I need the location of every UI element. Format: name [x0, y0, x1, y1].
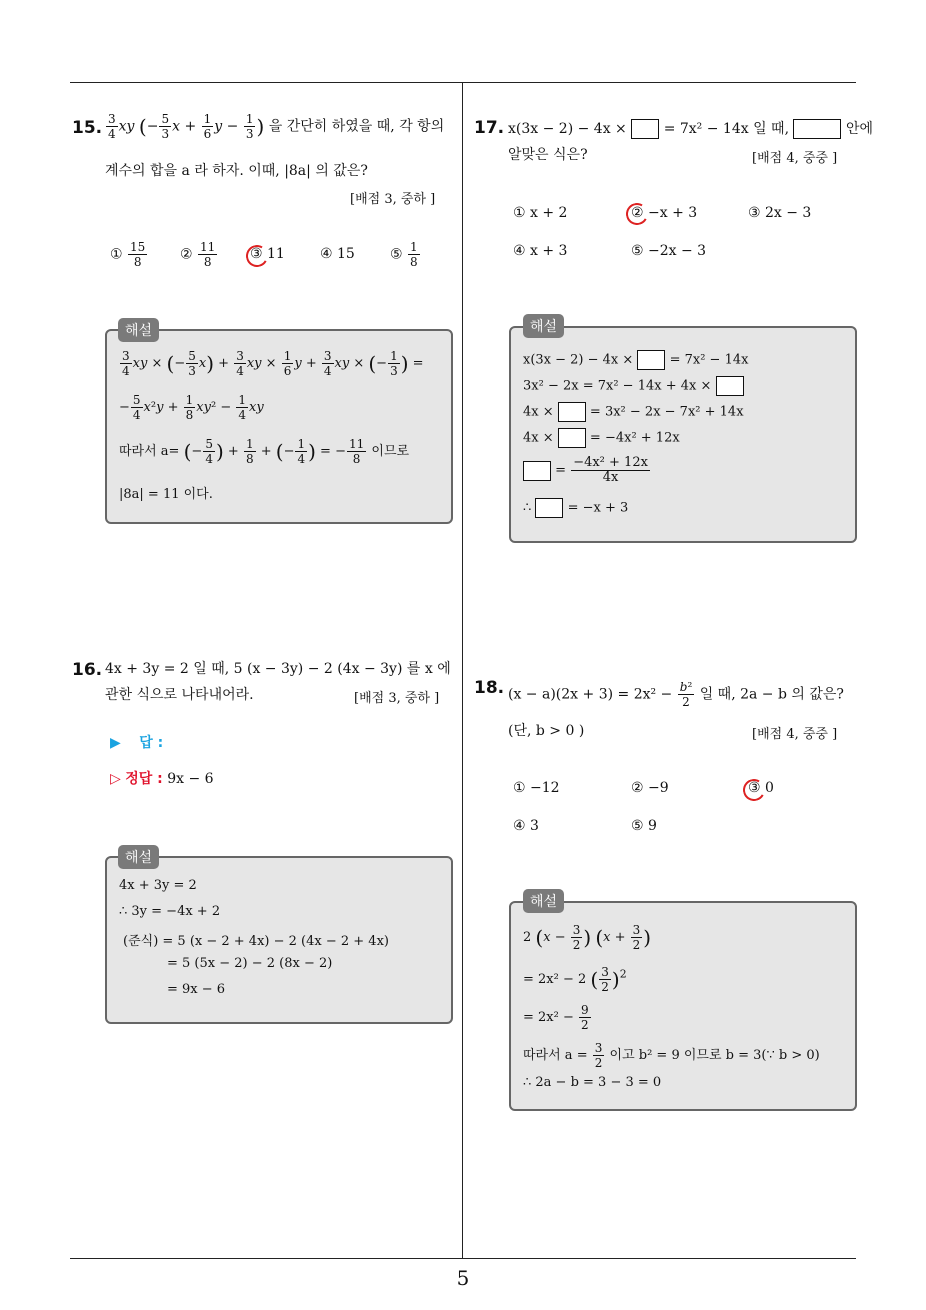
solution-line: 4x × = 3x² − 2x − 7x² + 14x [523, 402, 744, 422]
choice-2[interactable]: ② −x + 3 [631, 205, 698, 221]
choice-1[interactable]: ① $\frac{15}{8}$ [110, 240, 146, 269]
solution-line: 4x × = −4x² + 12x [523, 428, 680, 448]
choice-5[interactable]: ⑤ −2x − 3 [631, 243, 707, 259]
choice-5[interactable]: ⑤ $\frac{1}{8}$ [390, 240, 418, 269]
blank-box [631, 119, 659, 139]
choice-2[interactable]: ② $\frac{11}{8}$ [180, 240, 216, 269]
score-info: [배점 4, 중중 ] [752, 151, 838, 166]
question-number: 15. [72, 118, 103, 138]
choice-1[interactable]: ① x + 2 [513, 205, 568, 221]
choice-5[interactable]: ⑤ 9 [631, 818, 657, 834]
question-number: 16. [72, 660, 103, 680]
solution-line: (준식) = 5 (x − 2 + 4x) − 2 (4x − 2 + 4x) [123, 934, 389, 949]
solution-tag: 해설 [118, 845, 159, 869]
question-line-1: x(3x − 2) − 4x × = 7x² − 14x 일 때, 안에 [508, 121, 873, 137]
question-line-2: 계수의 합을 a 라 하자. 이때, |8a| 의 값은? [105, 163, 368, 179]
solution-line: ∴ = −x + 3 [523, 498, 628, 518]
question-line-1: $\frac{3}{4}$ xy (− $\frac{5}{3}$ x + $\frac{1}{6}$ y − $\frac{1}{3}$ ) 을 간단히 하였을 때, 각 항의 [108, 112, 445, 141]
blank-box [793, 119, 841, 139]
choice-3[interactable]: ③ 2x − 3 [748, 205, 812, 221]
score-info: [배점 3, 중하 ] [350, 192, 436, 207]
choice-4[interactable]: ④ x + 3 [513, 243, 568, 259]
solution-line: = 9x − 6 [167, 982, 226, 997]
solution-line: ∴ 2a − b = 3 − 3 = 0 [523, 1075, 662, 1090]
score-info: [배점 3, 중하 ] [354, 691, 440, 706]
bottom-rule [70, 1258, 856, 1259]
solution-tag: 해설 [523, 889, 564, 913]
solution-box [509, 901, 857, 1111]
top-rule [70, 82, 856, 83]
answer-input-row[interactable]: ▶ 답 : [110, 735, 164, 751]
solution-line: $\frac{3}{4}$ xy × (− $\frac{5}{3}$ x) + $\frac{3}{4}$ xy × $\frac{1}{6}$ y + $\frac{3}{4}$ xy × (− $\frac{1}{3}$ ) = [122, 349, 424, 378]
solution-line: = 2x² − 2 ( $\frac{3}{2}$ )$^2$ [523, 965, 627, 994]
question-line-2: 관한 식으로 나타내어라. [105, 687, 254, 703]
question-number: 17. [474, 118, 505, 138]
choice-3[interactable]: ③ 0 [748, 780, 774, 796]
solution-line: |8a| = 11 이다. [119, 487, 213, 502]
triangle-icon: ▶ [110, 735, 121, 751]
solution-line: = 5 (5x − 2) − 2 (8x − 2) [167, 956, 333, 971]
question-line-1: (x − a)(2x + 3) = 2x² − $\frac{\text{b²}}{2}$ 일 때, 2a − b 의 값은? [508, 680, 844, 709]
choice-2[interactable]: ② −9 [631, 780, 669, 796]
solution-tag: 해설 [118, 318, 159, 342]
page-number: 5 [456, 1266, 470, 1290]
solution-line: 따라서 a= (− $\frac{5}{4}$ ) + $\frac{1}{8}$ + (− $\frac{1}{4}$ ) = − $\frac{11}{8}$ 이므로 [119, 437, 410, 466]
choice-4[interactable]: ④ 3 [513, 818, 539, 834]
solution-line: = 2x² − $\frac{9}{2}$ [523, 1003, 589, 1032]
score-info: [배점 4, 중중 ] [752, 727, 838, 742]
choice-4[interactable]: ④ 15 [320, 246, 355, 262]
question-line-2: (단, b > 0 ) [508, 723, 585, 739]
solution-box [509, 326, 857, 543]
question-line-2: 알맞은 식은? [508, 147, 588, 163]
solution-line: 따라서 a = $\frac{3}{2}$ 이고 b² = 9 이므로 b = 3(∵ b > 0) [523, 1041, 820, 1070]
solution-line: 3x² − 2x = 7x² − 14x + 4x × [523, 376, 744, 396]
solution-line: 4x + 3y = 2 [119, 878, 197, 893]
solution-box [105, 329, 453, 524]
solution-line: − $\frac{5}{4}$ x²y + $\frac{1}{8}$ xy² − $\frac{1}{4}$ xy [119, 393, 264, 422]
solution-line: ∴ 3y = −4x + 2 [119, 904, 221, 919]
question-number: 18. [474, 678, 505, 698]
solution-tag: 해설 [523, 314, 564, 338]
choice-3[interactable]: ③ 11 [250, 246, 285, 262]
question-line-1: 4x + 3y = 2 일 때, 5 (x − 3y) − 2 (4x − 3y) 를 x 에 [105, 661, 451, 677]
solution-line: x(3x − 2) − 4x × = 7x² − 14x [523, 350, 748, 370]
column-divider [462, 83, 463, 1259]
solution-line: = $\frac{\text{−4x² + 12x}}{4x}$ [523, 456, 651, 485]
solution-line: 2 (x − $\frac{3}{2}$ ) (x + $\frac{3}{2}$ ) [523, 923, 652, 952]
correct-answer-row: ▷ 정답 : 9x − 6 [110, 771, 214, 787]
solution-box [105, 856, 453, 1024]
triangle-outline-icon: ▷ [110, 771, 121, 787]
choice-1[interactable]: ① −12 [513, 780, 560, 796]
